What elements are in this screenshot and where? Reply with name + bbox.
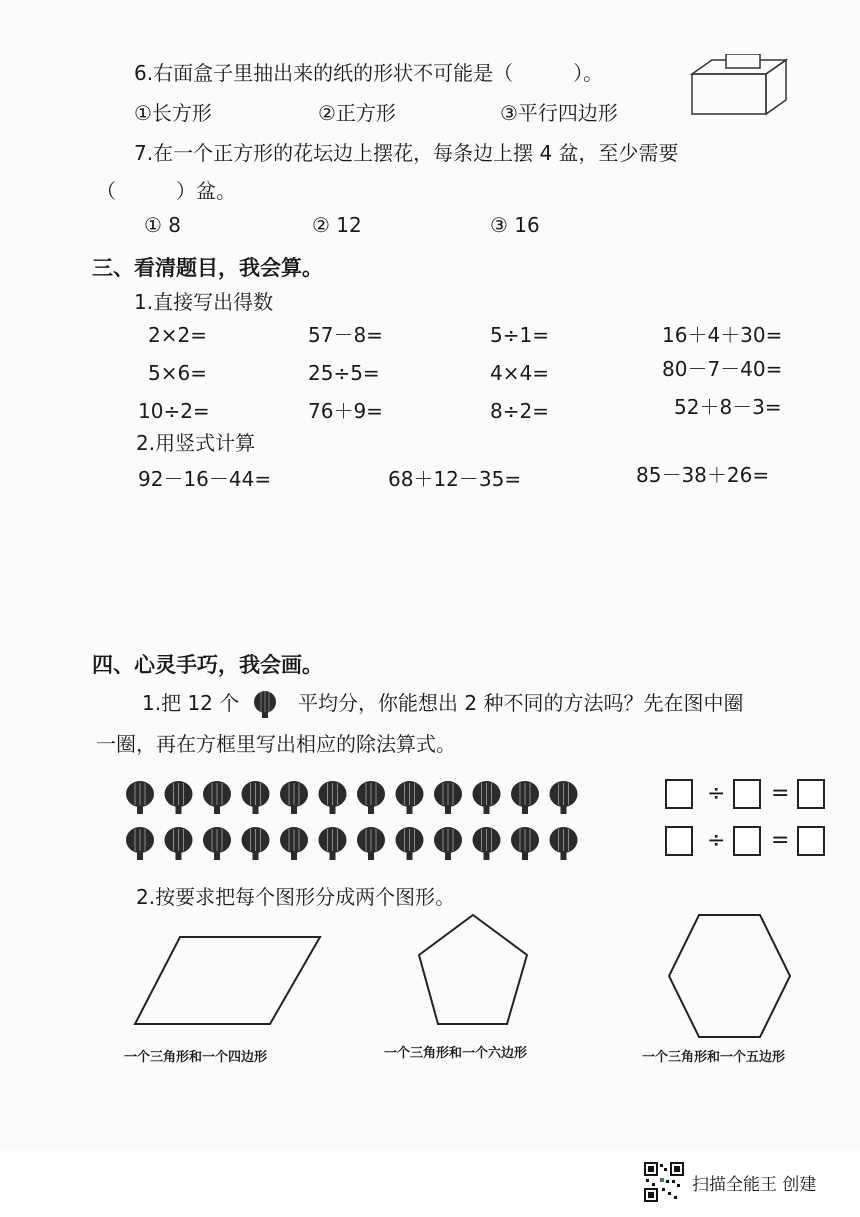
lantern-icon[interactable] (357, 827, 385, 860)
lantern-icon[interactable] (511, 827, 539, 860)
lantern-icon[interactable] (434, 781, 462, 814)
q6-text: 6.右面盒子里抽出来的纸的形状不可能是（ ）。 (134, 61, 604, 85)
answer-box-2-dividend[interactable] (665, 826, 693, 856)
calc-r3-c4: 52＋8－3= (674, 395, 782, 419)
shape-caption-1: 一个三角形和一个四边形 (124, 1050, 268, 1065)
lantern-icon[interactable] (165, 781, 193, 814)
lantern-icon[interactable] (473, 827, 501, 860)
equals-sign-2: = (771, 828, 790, 853)
lantern-icon[interactable] (319, 781, 347, 814)
lantern-icon[interactable] (242, 827, 270, 860)
lantern-row-2 (120, 824, 600, 864)
answer-box-2-quotient[interactable] (797, 826, 825, 856)
lantern-icon[interactable] (473, 781, 501, 814)
divide-sign-1: ÷ (707, 781, 726, 806)
s4-q2-title: 2.按要求把每个图形分成两个图形。 (136, 885, 456, 909)
q7-text-line1: 7.在一个正方形的花坛边上摆花，每条边上摆 4 盆，至少需要 (134, 141, 679, 165)
footer-watermark-text: 扫描全能王 创建 (692, 1175, 817, 1195)
vertical-calc-3: 85－38＋26= (636, 463, 770, 487)
lantern-icon[interactable] (280, 827, 308, 860)
lantern-icon[interactable] (242, 781, 270, 814)
calc-r2-c1: 5×6= (148, 361, 207, 385)
vertical-calc-1: 92－16－44= (138, 467, 272, 491)
calc-r2-c3: 4×4= (490, 361, 549, 385)
q6-option-1: ①长方形 (134, 101, 212, 125)
q7-text-line2: （ ）盆。 (96, 179, 236, 203)
calc-r1-c2: 57－8= (308, 323, 383, 347)
s4-q1-text-line2: 一圈，再在方框里写出相应的除法算式。 (96, 732, 456, 756)
lantern-icon[interactable] (511, 781, 539, 814)
vertical-calc-2: 68＋12－35= (388, 467, 522, 491)
lantern-icon[interactable] (550, 827, 578, 860)
calc-r1-c1: 2×2= (148, 323, 207, 347)
lantern-row-1 (120, 778, 600, 818)
answer-box-1-divisor[interactable] (733, 779, 761, 809)
section3-part1-title: 1.直接写出得数 (134, 290, 274, 314)
calc-r1-c3: 5÷1= (490, 323, 549, 347)
answer-box-1-quotient[interactable] (797, 779, 825, 809)
q7-option-3: ③ 16 (490, 213, 540, 237)
section4-title: 四、心灵手巧，我会画。 (92, 653, 323, 677)
calc-r3-c2: 76＋9= (308, 399, 383, 423)
pentagon-shape[interactable] (414, 910, 532, 1030)
lantern-icon[interactable] (357, 781, 385, 814)
lantern-icon[interactable] (203, 827, 231, 860)
s4-q1-text-after: 平均分，你能想出 2 种不同的方法吗？先在图中圈 (298, 691, 744, 715)
box-illustration-icon (688, 54, 792, 120)
lantern-icon[interactable] (165, 827, 193, 860)
lantern-icon[interactable] (203, 781, 231, 814)
lantern-icon[interactable] (434, 827, 462, 860)
section3-part2-title: 2.用竖式计算 (136, 431, 256, 455)
calc-r2-c4: 80－7－40= (662, 357, 783, 381)
lantern-icon[interactable] (319, 827, 347, 860)
shape-caption-3: 一个三角形和一个五边形 (642, 1050, 786, 1065)
parallelogram-shape[interactable] (130, 932, 326, 1028)
answer-box-1-dividend[interactable] (665, 779, 693, 809)
lantern-icon[interactable] (550, 781, 578, 814)
q6-option-3: ③平行四边形 (500, 101, 618, 125)
qr-code-icon (644, 1162, 684, 1202)
q7-option-2: ② 12 (312, 213, 362, 237)
lantern-icon[interactable] (396, 781, 424, 814)
calc-r3-c1: 10÷2= (138, 399, 210, 423)
calc-r1-c4: 16＋4＋30= (662, 323, 783, 347)
calc-r3-c3: 8÷2= (490, 399, 549, 423)
calc-r2-c2: 25÷5= (308, 361, 380, 385)
answer-box-2-divisor[interactable] (733, 826, 761, 856)
q6-option-2: ②正方形 (318, 101, 396, 125)
s4-q1-text-before: 1.把 12 个 (142, 691, 240, 715)
q7-option-1: ① 8 (144, 213, 182, 237)
divide-sign-2: ÷ (707, 828, 726, 853)
lantern-icon[interactable] (280, 781, 308, 814)
lantern-icon[interactable] (126, 781, 154, 814)
hexagon-shape[interactable] (664, 910, 794, 1042)
lantern-icon[interactable] (126, 827, 154, 860)
lantern-icon (252, 688, 278, 720)
shape-caption-2: 一个三角形和一个六边形 (384, 1046, 528, 1061)
lantern-icon[interactable] (396, 827, 424, 860)
equals-sign-1: = (771, 781, 790, 806)
section3-title: 三、看清题目，我会算。 (92, 256, 323, 280)
